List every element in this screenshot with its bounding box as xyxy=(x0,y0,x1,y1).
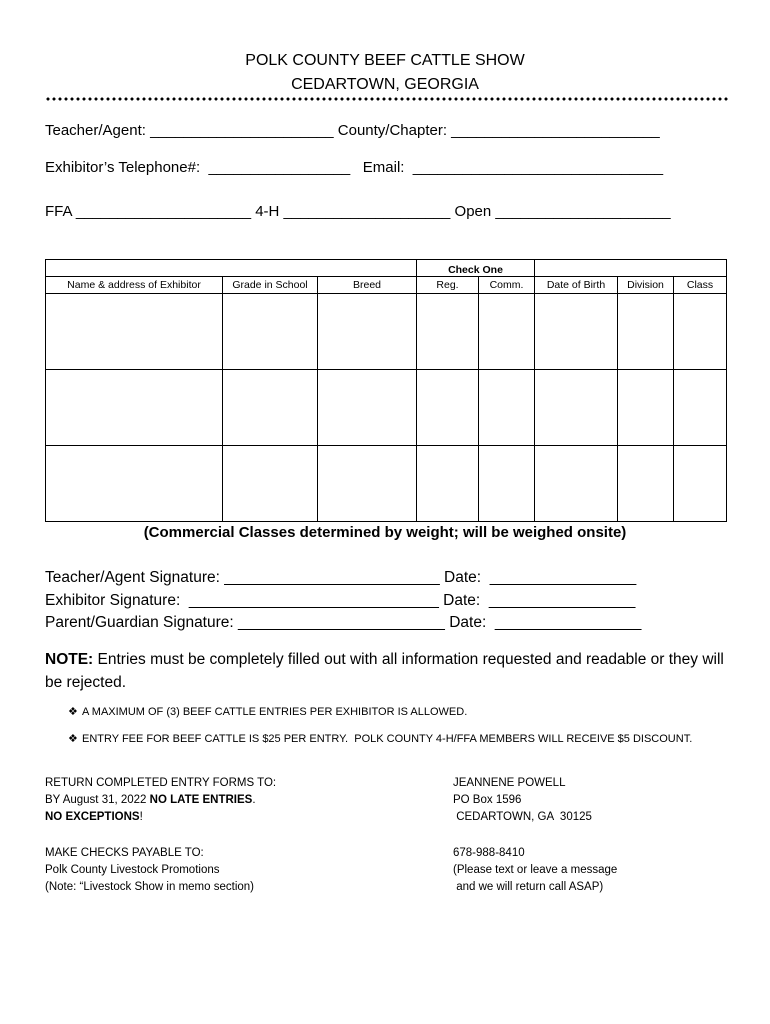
contact-msg2: and we will return call ASAP) xyxy=(453,881,604,893)
table-cell[interactable] xyxy=(535,446,618,522)
contact-address xyxy=(453,775,592,826)
contact-box: PO Box 1596 xyxy=(453,794,522,806)
table-cell[interactable] xyxy=(674,294,727,370)
telephone-email-field[interactable]: Exhibitor’s Telephone#: _________________ Email: ______________________________ xyxy=(45,159,664,176)
return-line2: BY August 31, 2022 xyxy=(45,794,150,806)
dotted-divider xyxy=(45,97,728,101)
table-cell[interactable] xyxy=(46,370,223,446)
table-cell[interactable] xyxy=(46,294,223,370)
contact-city: CEDARTOWN, GA 30125 xyxy=(453,811,592,823)
note-label: NOTE: xyxy=(45,651,94,668)
parent-signature-field[interactable]: Parent/Guardian Signature: ________________________ Date: _________________ xyxy=(45,614,642,631)
no-late-entries: NO LATE ENTRIES xyxy=(149,794,253,806)
table-cell[interactable] xyxy=(479,294,535,370)
checks-line3: (Note: “Livestock Show in memo section) xyxy=(45,881,254,893)
table-cell[interactable] xyxy=(318,294,417,370)
table-cell[interactable] xyxy=(618,446,674,522)
table-cell[interactable] xyxy=(674,446,727,522)
check-one-header: Check One xyxy=(417,260,535,277)
table-cell[interactable] xyxy=(223,370,318,446)
contact-msg1: (Please text or leave a message xyxy=(453,864,618,876)
col-dob: Date of Birth xyxy=(535,277,618,294)
return-period: . xyxy=(252,794,256,806)
teacher-signature-field[interactable]: Teacher/Agent Signature: _________________________ Date: _________________ xyxy=(45,569,637,586)
diamond-bullet-icon: ❖ xyxy=(68,733,78,745)
return-excl: ! xyxy=(139,811,143,823)
table-cell[interactable] xyxy=(618,294,674,370)
contact-name: JEANNENE POWELL xyxy=(453,777,566,789)
teacher-county-field[interactable]: Teacher/Agent: ______________________ County/Chapter: _________________________ xyxy=(45,122,660,139)
table-cell[interactable] xyxy=(618,370,674,446)
checks-line2: Polk County Livestock Promotions xyxy=(45,864,220,876)
bullet-entry-fee xyxy=(68,732,692,745)
note-paragraph xyxy=(45,648,725,694)
commercial-classes-note: (Commercial Classes determined by weight; will be weighed onsite) xyxy=(143,524,627,541)
checks-payable xyxy=(45,845,254,896)
diamond-bullet-icon: ❖ xyxy=(68,706,78,718)
entry-table xyxy=(45,259,727,522)
table-row xyxy=(46,446,727,522)
col-breed: Breed xyxy=(318,277,417,294)
form-subtitle: CEDARTOWN, GEORGIA xyxy=(291,76,479,93)
table-cell[interactable] xyxy=(674,370,727,446)
table-cell[interactable] xyxy=(223,294,318,370)
col-class: Class xyxy=(674,277,727,294)
table-cell[interactable] xyxy=(318,370,417,446)
table-row xyxy=(46,294,727,370)
table-cell[interactable] xyxy=(535,294,618,370)
bullet-max-entries xyxy=(68,705,467,718)
table-row xyxy=(46,370,727,446)
contact-phone: 678-988-8410 xyxy=(453,847,525,859)
table-cell[interactable] xyxy=(535,370,618,446)
contact-phone-block xyxy=(453,845,617,896)
exhibitor-signature-field[interactable]: Exhibitor Signature: _____________________________ Date: _________________ xyxy=(45,592,636,609)
col-grade: Grade in School xyxy=(223,277,318,294)
bullet-text: ENTRY FEE FOR BEEF CATTLE IS $25 PER ENTRY. POLK COUNTY 4-H/FFA MEMBERS WILL RECEIVE $5 DISCOUNT. xyxy=(82,733,693,745)
return-line1: RETURN COMPLETED ENTRY FORMS TO: xyxy=(45,777,277,789)
table-cell[interactable] xyxy=(417,294,479,370)
col-name-address: Name & address of Exhibitor xyxy=(46,277,223,294)
checks-line1: MAKE CHECKS PAYABLE TO: xyxy=(45,847,204,859)
table-cell[interactable] xyxy=(479,370,535,446)
col-division: Division xyxy=(618,277,674,294)
table-cell[interactable] xyxy=(417,370,479,446)
table-cell[interactable] xyxy=(223,446,318,522)
bullet-text: A MAXIMUM OF (3) BEEF CATTLE ENTRIES PER EXHIBITOR IS ALLOWED. xyxy=(82,706,468,718)
no-exceptions: NO EXCEPTIONS xyxy=(45,811,140,823)
table-cell[interactable] xyxy=(479,446,535,522)
return-instructions xyxy=(45,775,276,826)
note-text: Entries must be completely filled out with all information requested and readable or they will be rejected. xyxy=(45,651,724,691)
col-comm: Comm. xyxy=(479,277,535,294)
col-reg: Reg. xyxy=(417,277,479,294)
table-cell[interactable] xyxy=(417,446,479,522)
table-cell[interactable] xyxy=(318,446,417,522)
ffa-4h-open-field[interactable]: FFA _____________________ 4-H ____________________ Open _____________________ xyxy=(45,203,671,220)
table-cell[interactable] xyxy=(46,446,223,522)
form-title: POLK COUNTY BEEF CATTLE SHOW xyxy=(245,52,525,69)
